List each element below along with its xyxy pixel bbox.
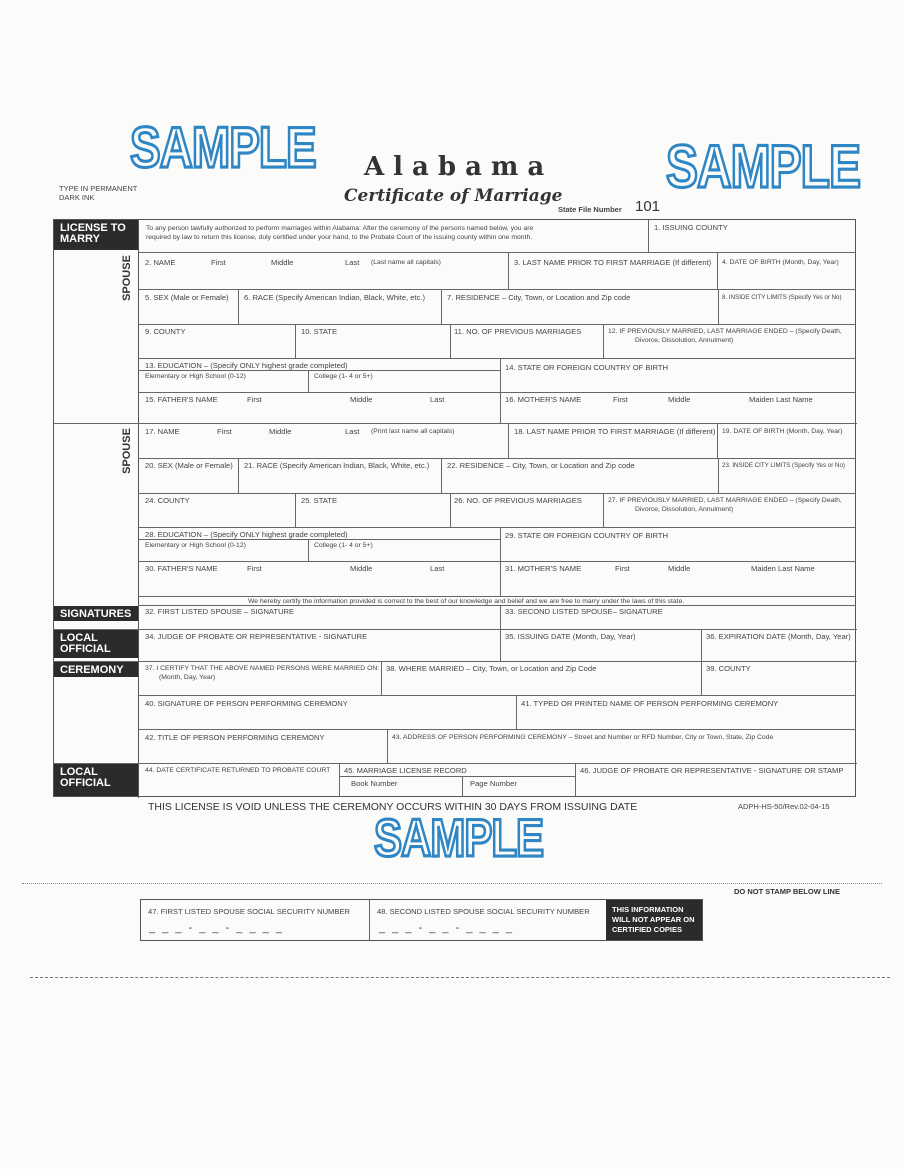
rule <box>54 763 857 764</box>
no-stamp-note: DO NOT STAMP BELOW LINE <box>734 887 840 896</box>
state-file-number: 101 <box>635 198 661 215</box>
rule <box>138 605 856 606</box>
rule <box>138 561 856 562</box>
rule <box>500 527 501 561</box>
field-last-name-prior-2[interactable]: 18. LAST NAME PRIOR TO FIRST MARRIAGE (If different) <box>514 427 716 436</box>
field-race-1[interactable]: 6. RACE (Specify American Indian, Black, White, etc.) <box>244 293 426 302</box>
field-married-on[interactable]: 37. I CERTIFY THAT THE ABOVE NAMED PERSONS WERE MARRIED ON: (Month, Day, Year) <box>145 665 380 681</box>
ink-note-line-1: TYPE IN PERMANENT <box>59 184 138 193</box>
rule <box>295 324 296 358</box>
field-officiant-address[interactable]: 43. ADDRESS OF PERSON PERFORMING CEREMONY – Street and Number or RFD Number, City or Town, State, Zip Code <box>392 734 774 741</box>
rule <box>339 776 575 777</box>
section-signatures: SIGNATURES <box>54 606 138 621</box>
field-spouse-1-signature[interactable]: 32. FIRST LISTED SPOUSE – SIGNATURE <box>145 607 295 616</box>
rule <box>138 324 856 325</box>
sample-stamp-top-right: SAMPLE <box>666 134 861 201</box>
form-title: Certificate of Marriage <box>344 186 563 206</box>
rule <box>308 539 309 561</box>
field-ssn-2[interactable]: 48. SECOND LISTED SPOUSE SOCIAL SECURITY NUMBER <box>377 907 590 916</box>
rule <box>381 661 382 695</box>
field-officiant-name[interactable]: 41. TYPED OR PRINTED NAME OF PERSON PERFORMING CEREMONY <box>521 699 779 708</box>
rule <box>54 423 857 424</box>
field-college-1[interactable]: College (1- 4 or 5+) <box>314 373 373 380</box>
rule <box>575 763 576 797</box>
field-sex-1[interactable]: 5. SEX (Male or Female) <box>145 293 229 302</box>
field-birth-country-2[interactable]: 29. STATE OR FOREIGN COUNTRY OF BIRTH <box>505 531 669 540</box>
field-name-2[interactable]: 17. NAME First Middle Last (Print last name all capitals) <box>145 427 455 436</box>
state-file-label: State File Number <box>558 205 622 214</box>
field-expiration-date[interactable]: 36. EXPIRATION DATE (Month, Day, Year) <box>706 632 851 641</box>
rule <box>500 358 501 392</box>
field-issuing-date[interactable]: 35. ISSUING DATE (Month, Day, Year) <box>505 632 636 641</box>
field-state-1[interactable]: 10. STATE <box>301 327 338 336</box>
section-spouse-1: SPOUSE <box>120 255 133 301</box>
sample-stamp-bottom: SAMPLE <box>374 808 544 867</box>
rule <box>508 423 509 458</box>
field-dob-2[interactable]: 19. DATE OF BIRTH (Month, Day, Year) <box>722 428 843 435</box>
rule <box>308 370 309 392</box>
field-birth-country-1[interactable]: 14. STATE OR FOREIGN COUNTRY OF BIRTH <box>505 363 669 372</box>
rule <box>441 458 442 493</box>
rule <box>462 776 463 797</box>
field-education-2[interactable]: 28. EDUCATION – (Specify ONLY highest grade completed) <box>145 530 348 539</box>
rule <box>138 458 856 459</box>
rule <box>603 493 604 527</box>
ink-note-line-2: DARK INK <box>59 193 95 202</box>
field-prev-marriages-1[interactable]: 11. NO. OF PREVIOUS MARRIAGES <box>454 327 582 336</box>
field-judge-signature[interactable]: 34. JUDGE OF PROBATE OR REPRESENTATIVE - SIGNATURE <box>145 632 368 641</box>
rule <box>295 493 296 527</box>
rule <box>500 629 501 661</box>
rule <box>450 324 451 358</box>
field-county-1[interactable]: 9. COUNTY <box>145 327 186 336</box>
section-license-to-marry: LICENSE TO MARRY <box>54 220 138 250</box>
rule <box>138 358 856 359</box>
field-ceremony-county[interactable]: 39. COUNTY <box>706 664 751 673</box>
ssn-blank-2: _ _ _ - _ _ - _ _ _ _ <box>379 922 514 934</box>
field-book-number[interactable]: Book Number <box>351 779 398 788</box>
field-county-2[interactable]: 24. COUNTY <box>145 496 190 505</box>
field-state-2[interactable]: 25. STATE <box>301 496 338 505</box>
form-code: ADPH-HS-50/Rev.02-04-15 <box>738 802 830 811</box>
rule <box>238 289 239 324</box>
field-ssn-1[interactable]: 47. FIRST LISTED SPOUSE SOCIAL SECURITY NUMBER <box>148 907 350 916</box>
field-date-returned[interactable]: 44. DATE CERTIFICATE RETURNED TO PROBATE COURT <box>145 767 331 774</box>
rule <box>138 392 856 393</box>
rule <box>138 252 856 253</box>
rule <box>138 370 500 371</box>
field-elementary-1[interactable]: Elementary or High School (0-12) <box>145 373 246 380</box>
rule <box>441 289 442 324</box>
section-spouse-2: SPOUSE <box>120 428 133 474</box>
field-sex-2[interactable]: 20. SEX (Male or Female) <box>145 461 233 470</box>
field-elementary-2[interactable]: Elementary or High School (0-12) <box>145 542 246 549</box>
rule <box>648 220 649 252</box>
state-title: Alabama <box>364 152 554 182</box>
rule <box>701 629 702 661</box>
field-mother-name-2[interactable]: 31. MOTHER'S NAME First Middle Maiden Last Name <box>505 564 815 573</box>
sample-stamp-top-left: SAMPLE <box>130 114 316 180</box>
section-ceremony: CEREMONY <box>54 662 138 677</box>
rule <box>500 392 501 423</box>
section-local-official-2: LOCAL OFFICIAL <box>54 764 138 796</box>
field-residence-1[interactable]: 7. RESIDENCE – City, Town, or Location and Zip code <box>447 293 631 302</box>
field-father-name-1[interactable]: 15. FATHER'S NAME First Middle Last <box>145 395 445 404</box>
field-education-1[interactable]: 13. EDUCATION – (Specify ONLY highest grade completed) <box>145 361 348 370</box>
not-certified-note: THIS INFORMATION WILL NOT APPEAR ON CERTIFIED COPIES <box>606 900 702 940</box>
certify-statement: We hereby certify the information provided is correct to the best of our knowledge and belief and we are free to marry under the laws of this state. <box>248 598 685 605</box>
field-college-2[interactable]: College (1- 4 or 5+) <box>314 542 373 549</box>
rule <box>603 324 604 358</box>
rule <box>450 493 451 527</box>
field-spouse-2-signature[interactable]: 33. SECOND LISTED SPOUSE– SIGNATURE <box>505 607 663 616</box>
rule <box>500 605 501 629</box>
field-marriage-ended-1[interactable]: 12. IF PREVIOUSLY MARRIED, LAST MARRIAGE ENDED – (Specify Death, Divorce, Dissolution, Annulment) <box>608 328 842 344</box>
field-judge-stamp[interactable]: 46. JUDGE OF PROBATE OR REPRESENTATIVE - SIGNATURE OR STAMP <box>580 766 844 775</box>
field-race-2[interactable]: 21. RACE (Specify American Indian, Black, White, etc.) <box>244 461 430 470</box>
rule <box>54 661 857 662</box>
certificate-form <box>53 219 856 797</box>
void-notice: THIS LICENSE IS VOID UNLESS THE CEREMONY OCCURS WITHIN 30 DAYS FROM ISSUING DATE <box>148 801 638 813</box>
rule <box>138 289 856 290</box>
rule <box>701 661 702 695</box>
field-dob-1[interactable]: 4. DATE OF BIRTH (Month, Day, Year) <box>722 259 839 266</box>
field-inside-city-1[interactable]: 8. INSIDE CITY LIMITS (Specify Yes or No) <box>722 294 842 301</box>
field-residence-2[interactable]: 22. RESIDENCE – City, Town, or Location and Zip code <box>447 461 635 470</box>
rule <box>138 493 856 494</box>
field-page-number[interactable]: Page Number <box>470 779 517 788</box>
rule <box>238 458 239 493</box>
rule <box>339 763 340 797</box>
field-prev-marriages-2[interactable]: 26. NO. OF PREVIOUS MARRIAGES <box>454 496 582 505</box>
field-officiant-title[interactable]: 42. TITLE OF PERSON PERFORMING CEREMONY <box>145 733 325 742</box>
field-mother-name-1[interactable]: 16. MOTHER'S NAME First Middle Maiden Last Name <box>505 395 813 404</box>
intro-line-2: required by law to return this license, duly certified under your hand, to the Probate Court of the issuing county within one month. <box>146 234 533 241</box>
rule <box>717 252 718 289</box>
rule <box>508 252 509 289</box>
field-name-1[interactable]: 2. NAME First Middle Last (Last name all capitals) <box>145 258 441 267</box>
field-officiant-signature[interactable]: 40. SIGNATURE OF PERSON PERFORMING CEREMONY <box>145 699 348 708</box>
rule <box>718 458 719 493</box>
field-father-name-2[interactable]: 30. FATHER'S NAME First Middle Last <box>145 564 445 573</box>
rule <box>717 423 718 458</box>
rule <box>718 289 719 324</box>
intro-line-1: To any person lawfully authorized to perform marriages within Alabama: After the ceremony of the persons named below, you are <box>146 225 534 232</box>
rule <box>387 729 388 763</box>
cut-line <box>30 977 890 978</box>
ssn-blank-1: _ _ _ - _ _ - _ _ _ _ <box>149 922 284 934</box>
rule <box>138 695 856 696</box>
section-local-official-1: LOCAL OFFICIAL <box>54 630 138 658</box>
ssn-box <box>140 899 703 941</box>
rule <box>138 729 856 730</box>
intro-text <box>146 224 533 242</box>
field-last-name-prior-1[interactable]: 3. LAST NAME PRIOR TO FIRST MARRIAGE (If different) <box>514 258 712 267</box>
field-inside-city-2[interactable]: 23. INSIDE CITY LIMITS (Specify Yes or No) <box>722 462 845 469</box>
field-issuing-county[interactable]: 1. ISSUING COUNTY <box>654 223 728 232</box>
rule <box>138 539 500 540</box>
field-where-married[interactable]: 38. WHERE MARRIED – City, Town, or Location and Zip Code <box>386 664 597 673</box>
rule <box>138 527 856 528</box>
rule <box>369 900 370 940</box>
rule <box>54 629 857 630</box>
ink-note <box>59 184 137 202</box>
side-column-rule <box>138 220 139 798</box>
stamp-line <box>22 883 882 884</box>
field-license-record[interactable]: 45. MARRIAGE LICENSE RECORD <box>344 766 467 775</box>
rule <box>516 695 517 729</box>
rule <box>500 561 501 596</box>
field-marriage-ended-2[interactable]: 27. IF PREVIOUSLY MARRIED, LAST MARRIAGE ENDED – (Specify Death, Divorce, Dissolution, Annulment) <box>608 497 842 513</box>
